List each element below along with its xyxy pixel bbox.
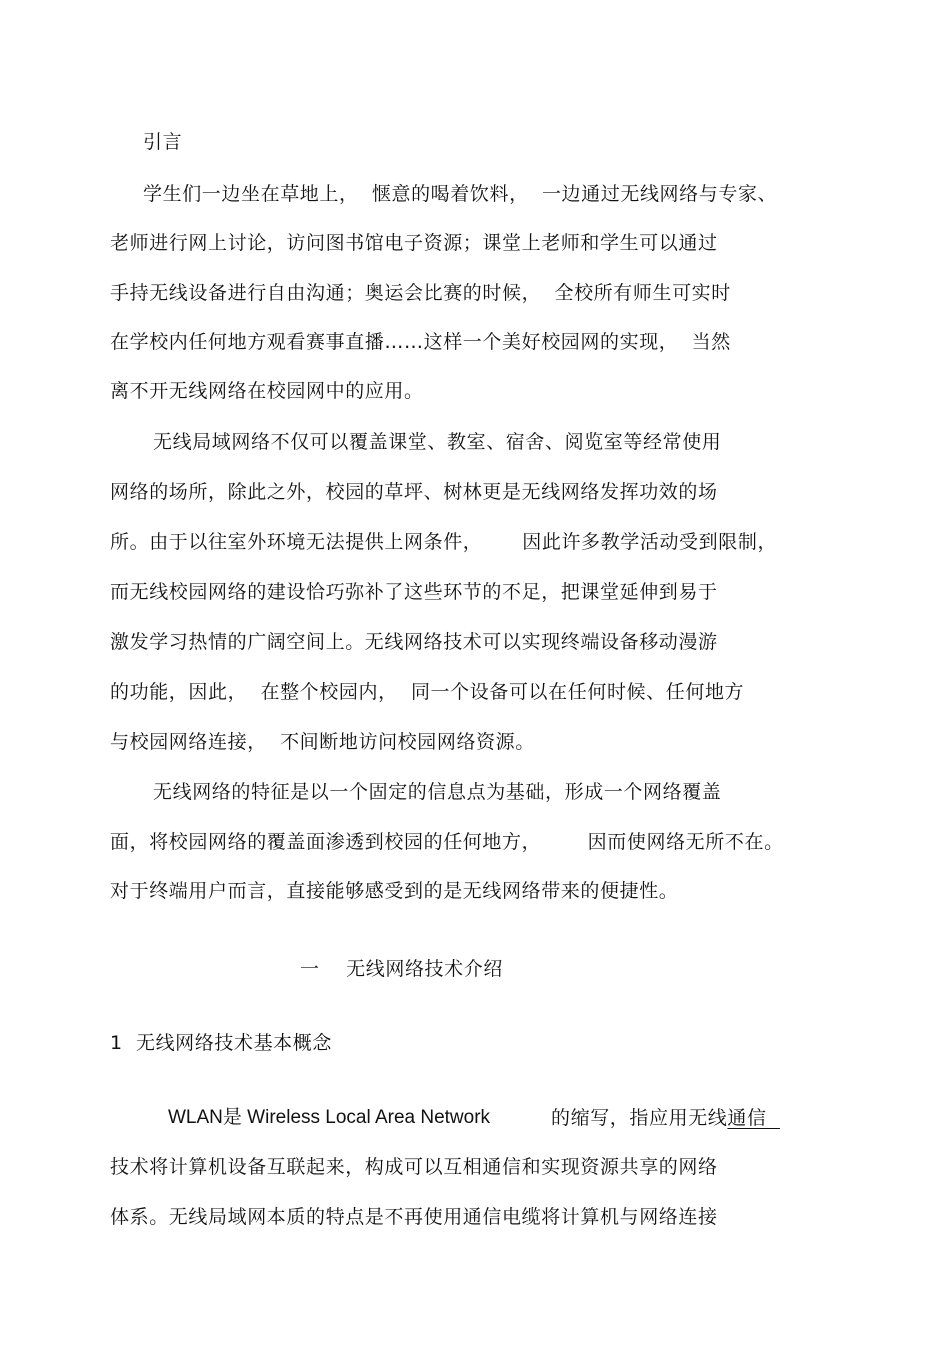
paragraph-line: 面，将校园网络的覆盖面渗透到校园的任何地方， 因而使网络无所不在。 bbox=[110, 831, 784, 853]
paragraph-line: 而无线校园网络的建设恰巧弥补了这些环节的不足，把课堂延伸到易于 bbox=[110, 581, 718, 603]
paragraph-line: 在学校内任何地方观看赛事直播……这样一个美好校园网的实现， 当然 bbox=[110, 331, 731, 353]
paragraph-line: 网络的场所，除此之外，校园的草坪、树林更是无线网络发挥功效的场 bbox=[110, 481, 718, 503]
subsection-heading: 1 无线网络技术基本概念 bbox=[110, 1032, 332, 1054]
paragraph-line: 无线网络的特征是以一个固定的信息点为基础，形成一个网络覆盖 bbox=[153, 781, 722, 803]
underlined-term: 通信 bbox=[727, 1107, 780, 1129]
paragraph-line: 离不开无线网络在校园网中的应用。 bbox=[110, 380, 424, 402]
paragraph-line: 手持无线设备进行自由沟通；奥运会比赛的时候， 全校所有师生可实时 bbox=[110, 282, 731, 304]
section-heading: 一 无线网络技术介绍 bbox=[300, 958, 503, 980]
intro-heading: 引言 bbox=[143, 131, 183, 153]
paragraph-line: 激发学习热情的广阔空间上。无线网络技术可以实现终端设备移动漫游 bbox=[110, 631, 718, 653]
paragraph-line: 体系。无线局域网本质的特点是不再使用通信电缆将计算机与网络连接 bbox=[110, 1206, 718, 1228]
paragraph-line: 技术将计算机设备互联起来，构成可以互相通信和实现资源共享的网络 bbox=[110, 1156, 718, 1178]
paragraph-line: 所。由于以往室外环境无法提供上网条件， 因此许多教学活动受到限制， bbox=[110, 531, 778, 553]
paragraph-line: 学生们一边坐在草地上， 惬意的喝着饮料， 一边通过无线网络与专家、 bbox=[143, 183, 778, 205]
paragraph-line: 老师进行网上讨论，访问图书馆电子资源；课堂上老师和学生可以通过 bbox=[110, 232, 718, 254]
paragraph-line: 与校园网络连接， 不间断地访问校园网络资源。 bbox=[110, 731, 535, 753]
wlan-definition-line bbox=[551, 1105, 780, 1131]
paragraph-line: 对于终端用户而言，直接能够感受到的是无线网络带来的便捷性。 bbox=[110, 880, 679, 902]
wlan-definition-middle: 的缩写，指应用无线 bbox=[551, 1107, 728, 1129]
paragraph-line: 无线局域网络不仅可以覆盖课堂、教室、宿舍、阅览室等经常使用 bbox=[153, 431, 722, 453]
paragraph-line: 的功能，因此， 在整个校园内， 同一个设备可以在任何时候、任何地方 bbox=[110, 681, 745, 703]
wlan-definition-prefix: WLAN是 Wireless Local Area Network bbox=[168, 1107, 491, 1128]
